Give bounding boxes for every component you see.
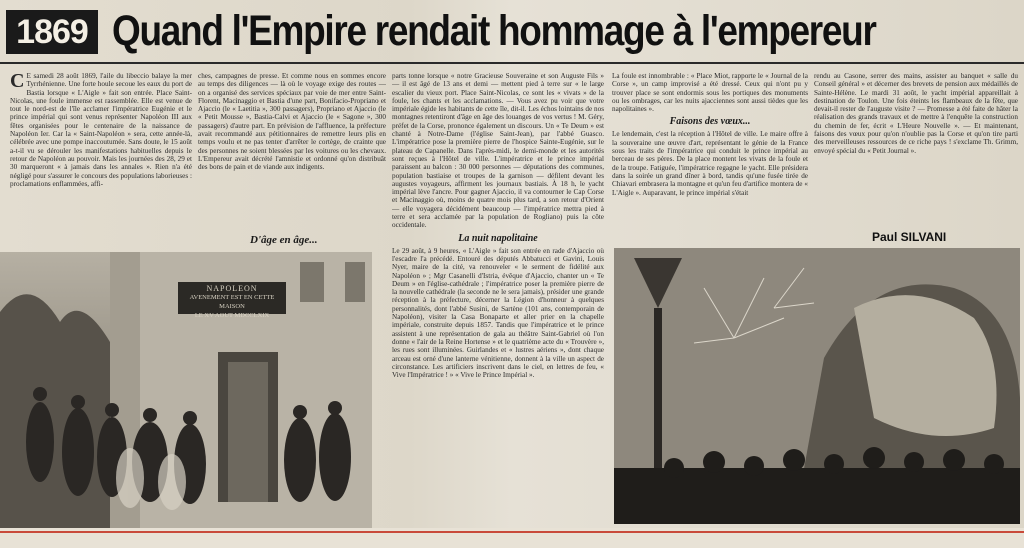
subhead-age: D'âge en âge... bbox=[250, 234, 318, 246]
column-4-text: La foule est innombrable : « Place Miot, rapporte le « Journal de la Corse », un camp improvisé a été dressé. Ceux qui n'ont pu y trouver place se sont endormis sous les portiques des monuments ou les ombrages, car les nuits ajacciennes sont aussi tièdes que les napolitaines ». bbox=[612, 72, 808, 114]
fireworks-drawing bbox=[614, 248, 1020, 524]
column-3-text: parts tonne lorsque « notre Gracieuse Souveraine et son Auguste Fils » — il est âgé de 13 ans et demi — mettent pied à terre sur « le large escalier du vieux port. Place Saint-Nicolas, ce sont les « vivats » de la foule, les chants et les acclamations. — Vous avez pu voir que votre impériale égide les habitants de cette île, dit-il. Les échos lointains de nos montagnes retentiront d'âge en âge des louanges de vos vertus ! M. Géry, préfet de la Corse, prononce également un discours. Un « Te Deum » est chanté à Notre-Dame (l'église Saint-Jean), par l'abbé Guasco. L'impératrice pose la première pierre de l'hospice Sainte-Eugénie, sur le plateau de Capanelle. Dans l'après-midi, le demi-monde et les autorités sont reçues à l'Hôtel de ville. L'impératrice et le prince impérial paraissent au balcon : 30 000 personnes — députations des communes, population bastiaise et troupes de la garnison — défilent devant les augustes voyageurs, affirment les journaux bastiais. À 18 h, le yacht impérial lève l'ancre. Pour gagner Ajaccio, il va contourner le Cap Corse et Macinaggio où, moins de quatre mois plus tard, a son retour d'Orient — elle voyagera décidément beaucoup — l'impératrice mettra pied à terre et sera acclamée par la population de Rogliano) puis la côte occidentale. bbox=[392, 72, 604, 230]
column-4 bbox=[612, 72, 808, 230]
plaque-line-2: AVENEMENT EST EN CETTE MAISON bbox=[189, 294, 275, 310]
red-rule bbox=[0, 531, 1024, 533]
column-5-text: rendu au Casone, serrer des mains, assister au banquet « salle du Conseil général » et décerner des brevets de pension aux médaillés de Sainte-Hélène. Le mardi 31 août, le yacht impérial appareillait à destination de Toulon. Une fois éteints les flambeaux de la fête, que devait-il rester de l'auguste visite ? — Promesse a été faite de hâter la réalisation des grands travaux et de mettre à l'enquête la construction du chemin de fer, écrit « L'Heure Nouvelle ». — Et maintenant, faisons des vœux pour qu'on n'oublie pas la Corse et qu'on tire parti des merveilleuses ressources de ce riche pays ! s'exclame Th. Grimm, envoyé spécial du « Petit Journal ». bbox=[814, 72, 1018, 155]
subhead-voeux: Faisons des vœux... bbox=[669, 116, 751, 128]
engraving-fireworks bbox=[614, 248, 1020, 524]
column-2-text: ches, campagnes de presse. Et comme nous en sommes encore au temps des diligences — là où le voyage exige des routes — on a organisé des services spéciaux par voie de mer entre Saint-Florent, Macinaggio et Bastia d'une part, Bonifacio-Propriano et Ajaccio (le « Laetitia », 300 passagers), Propriano et Ajaccio (le « Petit Mousse », Bastia-Calvi et Ajaccio (le « Sagone », 300 passagers) d'autre part. En prévision de l'affluence, la préfecture avait recommandé aux pétitionnaires de remettre leurs plis en temps voulu et ne pas tenter d'arrêter le cortège, de crainte que des personnes ne soient blessées par les voitures ou les chevaux. L'Empereur avait décrété l'amnistie et ordonné qu'on distribuât des bons de pain et de viande aux indigents. bbox=[198, 72, 386, 172]
commemorative-plaque bbox=[178, 282, 286, 319]
column-5 bbox=[814, 72, 1018, 222]
plaque-line-1: NAPOLEON bbox=[206, 284, 258, 293]
subhead-nuit: La nuit napolitaine bbox=[458, 232, 538, 244]
column-1-text: E samedi 28 août 1869, l'aile du libeccio balaye la mer Tyrrhénienne. Une forte houle secoue les eaux du port de Bastia lorsque « L'Aigle » fait son entrée. Place Saint-Nicolas, une foule immense est rassemblée. Elle est venue de tout le nord-est de l'île acclamer l'impératrice Eugénie et le prince impérial qui sont venus représenter Napoléon III aux fêtes organisées pour le centenaire de la naissance de Napoléon Ier. Car la « Saint-Napoléon » sera, cette année-là, célébrée avec une pompe inaccoutumée. Sans doute, le 15 août a-t-il vu se dérouler les manifestations habituelles depuis le retour de Napoléon au pouvoir. Mais les journées des 28, 29 et 30 marqueront « à jamais dans les annales ». Rien n'a été négligé pour s'assurer le concours des populations laborieuses : proclamations enflammées, affi- bbox=[10, 72, 192, 188]
column-3 bbox=[392, 72, 604, 520]
plaque-line-3: LE XV AOUT MDCCLXIX bbox=[194, 312, 270, 319]
drop-cap: C bbox=[10, 72, 25, 92]
article-header bbox=[0, 0, 1024, 62]
header-rule bbox=[0, 62, 1024, 64]
column-2 bbox=[198, 72, 386, 230]
year-badge: 1869 bbox=[6, 10, 98, 54]
column-1 bbox=[10, 72, 192, 230]
engraving-casa-bonaparte bbox=[0, 252, 372, 528]
column-4-text-b: Le lendemain, c'est la réception à l'Hôtel de ville. Le maire offre à la souveraine une œuvre d'art, représentant le génie de la France sous les traits de l'impératrice qui conduit le prince impérial au berceau de ses pères. De la place montent les vivats de la foule et de la troupe. Fatiguée, l'impératrice regagne le yacht. Elle présidera dans la soirée un grand dîner à bord, tandis qu'une fusée tirée de Chiavari embrasera la montagne et qu'un feu d'artifice montera de « L'Aigle ». Auparavant, le prince impérial s'était bbox=[612, 130, 808, 197]
headline: Quand l'Empire rendait hommage à l'empereur bbox=[112, 7, 876, 55]
column-3-text-b: Le 29 août, à 9 heures, « L'Aigle » fait son entrée en rade d'Ajaccio où l'escadre l'a précédé. Entouré des députés Abbatucci et Gavini, Louis Nyer, maire de la cité, va renouveler « le serment de fidélité aux Napoléon » ; Mgr Casanelli d'Istria, évêque d'Ajaccio, chanter un « Te Deum » en l'église-cathédrale ; l'impératrice poser la première pierre de la nouvelle cathédrale (la seconde ne le sera jamais), présider une grande réception à la préfecture, décerner la Légion d'honneur à quelques personnalités, dont l'abbé Susini, de Sartène (101 ans, contemporain de Napoléon), visiter la Casa Bonaparte et aller prier en la chapelle impériale, construite depuis 1857. Tandis que l'impératrice et le prince assistent à une représentation de gala au théâtre Saint-Gabriel où l'on donne « l'air de la Reine Hortense » et le quatrième acte du « Trouvère », les rues sont illuminées. Guirlandes et « lustres aériens », dont chaque arceau est orné d'une lanterne vénitienne, donnent à la ville un aspect de circonstance. Les artificiers inscrivent dans le ciel, en lettres de feu, « Vive l'Impératrice ! » « Vive le Prince Impérial ». bbox=[392, 246, 604, 380]
byline: Paul SILVANI bbox=[872, 230, 947, 244]
